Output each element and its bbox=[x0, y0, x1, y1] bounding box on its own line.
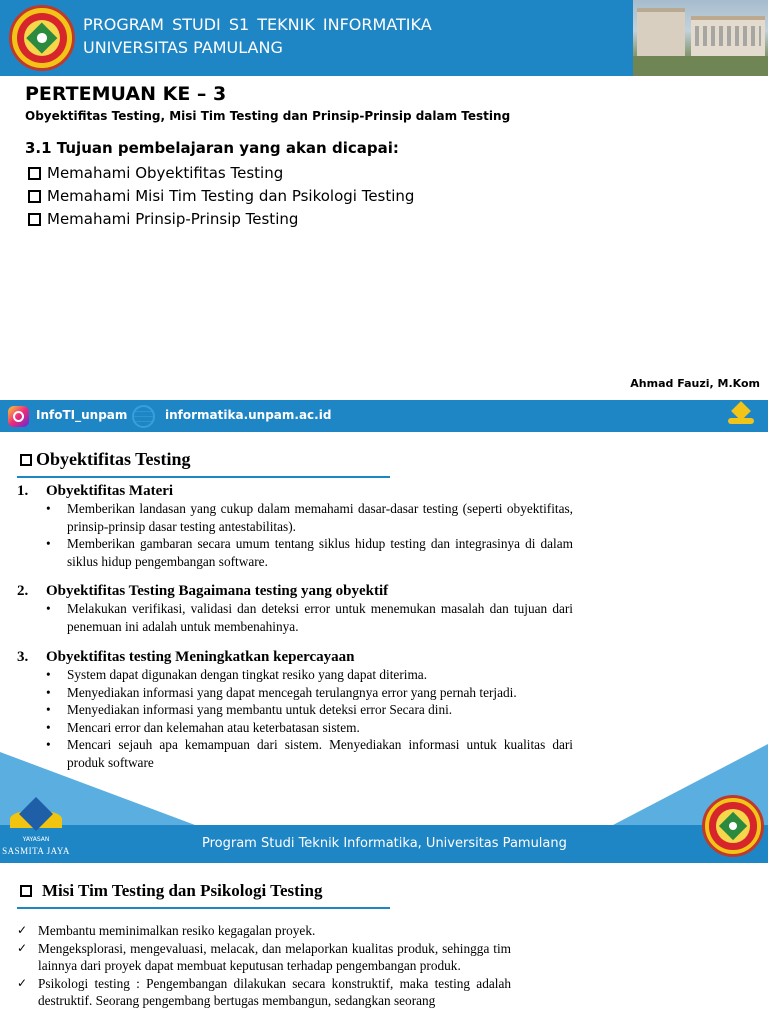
yayasan-small-logo-icon bbox=[728, 404, 754, 428]
unpam-logo-icon bbox=[9, 5, 75, 71]
checkbox-icon bbox=[20, 454, 32, 466]
yayasan-sasmita-logo bbox=[0, 800, 72, 864]
check-item: ✓ Psikologi testing : Pengembangan dilakukan secara konstruktif, maka testing adalah destruktif. Seorang pengembang bertugas membangun, sedangkan seorang bbox=[17, 975, 511, 1010]
section-3: 3. Obyektifitas testing Meningkatkan kepercayaan • System dapat digunakan dengan tingkat resiko yang dapat diterima. • Menyediakan informasi yang dapat mencegah terulangnya error yang pernah terjadi. • Menyediakan informasi yang membantu untuk deteksi error Secara dini. • Mencari error dan kelemahan atau keterbatasan sistem. • Mencari sejauh apa kemampuan dari sistem. Menyediakan informasi untuk kualitas dari produk software bbox=[17, 649, 573, 771]
slide1-header bbox=[0, 0, 768, 76]
bullet-item: • System dapat digunakan dengan tingkat resiko yang dapat diterima. bbox=[46, 666, 573, 684]
footer-program-text: Program Studi Teknik Informatika, Universitas Pamulang bbox=[202, 836, 567, 851]
checkbox-icon bbox=[20, 885, 32, 897]
goals-list bbox=[25, 162, 414, 231]
check-item: ✓ Membantu meminimalkan resiko kegagalan proyek. bbox=[17, 922, 511, 940]
program-title bbox=[83, 13, 432, 59]
checkbox-icon bbox=[28, 167, 41, 180]
bullet-item: • Memberikan landasan yang cukup dalam memahami dasar-dasar testing (seperti obyektifitas, prinsip-prinsip dasar testing antestabilitas). bbox=[46, 500, 573, 535]
program-title-line2: UNIVERSITAS PAMULANG bbox=[83, 38, 283, 57]
misi-list bbox=[17, 922, 511, 1010]
bullet-item: • Menyediakan informasi yang dapat mencegah terulangnya error yang pernah terjadi. bbox=[46, 684, 573, 702]
bullet-item: • Melakukan verifikasi, validasi dan deteksi error untuk menemukan masalah dan tujuan dari penemuan ini adalah untuk membenahinya. bbox=[46, 600, 573, 635]
section-title: Obyektifitas Testing Bagaimana testing yang obyektif bbox=[46, 583, 389, 599]
goal-item: Memahami Prinsip-Prinsip Testing bbox=[25, 208, 414, 231]
checkbox-icon bbox=[28, 213, 41, 226]
section-title: Obyektifitas testing Meningkatkan kepercayaan bbox=[46, 649, 355, 665]
slide1-footer bbox=[0, 400, 768, 432]
section-title: Obyektifitas Materi bbox=[46, 483, 174, 499]
slide2-footer bbox=[0, 825, 768, 863]
bullet-item: • Mencari sejauh apa kemampuan dari sistem. Menyediakan informasi untuk kualitas dari produk software bbox=[46, 736, 573, 771]
goal-item: Memahami Misi Tim Testing dan Psikologi Testing bbox=[25, 185, 414, 208]
misi-tim-heading: Misi Tim Testing dan Psikologi Testing bbox=[17, 881, 322, 901]
yayasan-label: YAYASAN bbox=[22, 836, 50, 843]
heading-underline bbox=[17, 907, 390, 909]
globe-icon bbox=[132, 405, 155, 428]
website-link[interactable]: informatika.unpam.ac.id bbox=[165, 408, 332, 422]
instagram-handle[interactable]: InfoTI_unpam bbox=[36, 408, 128, 422]
heading-underline bbox=[17, 476, 390, 478]
goals-title: 3.1 Tujuan pembelajaran yang akan dicapai: bbox=[25, 139, 399, 157]
bullet-item: • Menyediakan informasi yang membantu untuk deteksi error Secara dini. bbox=[46, 701, 573, 719]
goal-item: Memahami Obyektifitas Testing bbox=[25, 162, 414, 185]
obyektifitas-heading: Obyektifitas Testing bbox=[17, 449, 191, 470]
meeting-subtitle: Obyektifitas Testing, Misi Tim Testing dan Prinsip-Prinsip dalam Testing bbox=[25, 109, 511, 123]
bullet-item: • Memberikan gambaran secara umum tentang siklus hidup testing dan integrasinya di dalam siklus hidup pengembangan software. bbox=[46, 535, 573, 570]
check-item: ✓ Mengeksplorasi, mengevaluasi, melacak, dan melaporkan kualitas produk, sehingga tim lainnya dari proyek dapat membuat keputusan terhadap pengembangan produk. bbox=[17, 940, 511, 975]
meeting-title: PERTEMUAN KE – 3 bbox=[25, 83, 227, 105]
instagram-icon[interactable] bbox=[8, 406, 29, 427]
program-title-line1: PROGRAM STUDI S1 TEKNIK INFORMATIKA bbox=[83, 15, 432, 34]
yayasan-name: SASMITA JAYA bbox=[2, 846, 70, 856]
checkbox-icon bbox=[28, 190, 41, 203]
bullet-item: • Mencari error dan kelemahan atau keterbatasan sistem. bbox=[46, 719, 573, 737]
campus-building-image bbox=[633, 0, 768, 76]
unpam-logo-footer-icon bbox=[702, 795, 764, 857]
section-1: 1. Obyektifitas Materi • Memberikan landasan yang cukup dalam memahami dasar-dasar testing (seperti obyektifitas, prinsip-prinsip dasar testing antestabilitas). • Memberikan gambaran secara umum tentang siklus hidup testing dan integrasinya di dalam siklus hidup pengembangan software. bbox=[17, 483, 573, 570]
section-2: 2. Obyektifitas Testing Bagaimana testing yang obyektif • Melakukan verifikasi, validasi dan deteksi error untuk menemukan masalah dan tujuan dari penemuan ini adalah untuk membenahinya. bbox=[17, 583, 573, 635]
author-name: Ahmad Fauzi, M.Kom bbox=[630, 377, 760, 390]
